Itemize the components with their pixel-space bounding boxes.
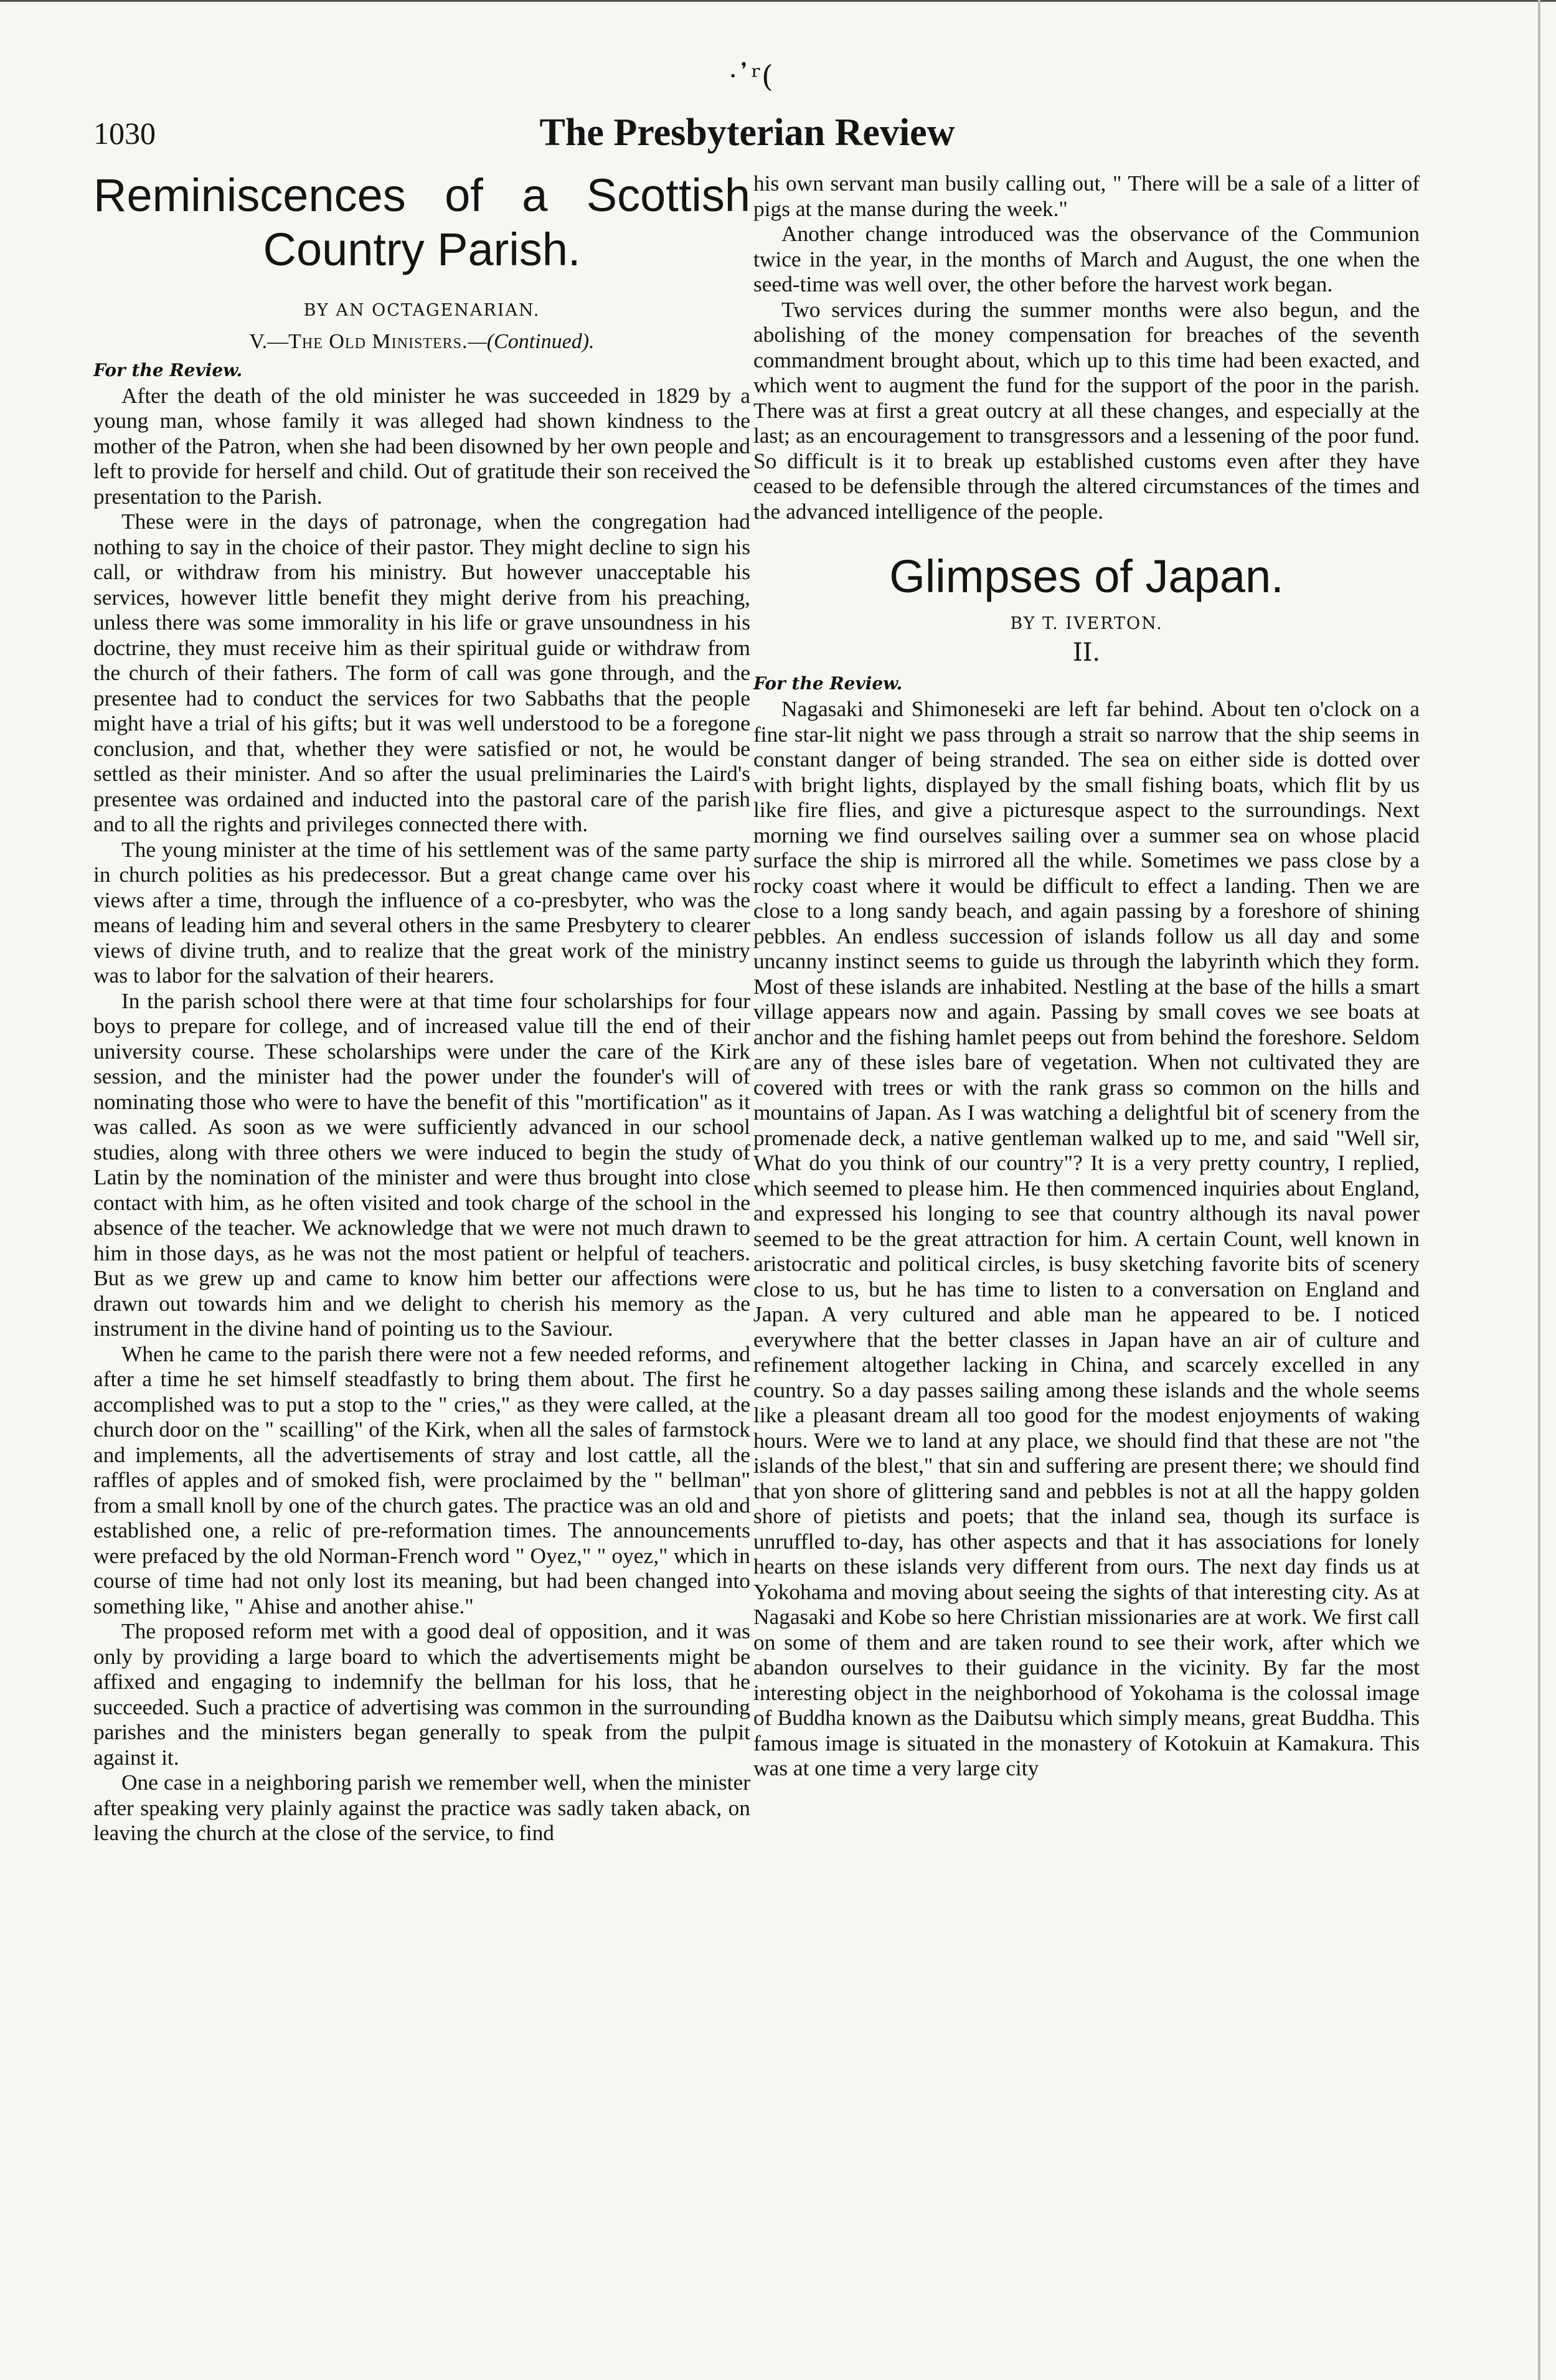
paragraph: When he came to the parish there were not a few needed reforms, and after a time he set himself steadfastly to bring them about. The first he accomplished was to put a stop to the " cries," as they were called, at the church door on the " scailling" of the Kirk, when all the sales of farmstock and implements, all the advertisements of stray and lost cattle, all the raffles of apples and of smoked fish, were proclaimed by the " bellman" from a small knoll by one of the church gates. The practice was an old and established one, a relic of pre-reformation times. The announcements were prefaced by the old Norman-French word " Oyez," " oyez," which in course of time had not only lost its meaning, but had been changed into something like, " Ahise and another ahise." — [93, 1341, 750, 1618]
japan-article-byline: BY T. IVERTON. — [1010, 614, 1163, 634]
running-head: The Presbyterian Review — [539, 111, 955, 154]
scan-right-edge — [1538, 0, 1540, 2380]
paragraph: The young minister at the time of his settlement was of the same party in church polities as his predecessor. But a great change came over his views after a time, through the influence of a co-presbyter, who was the means of leading him and several others in the same Presbytery to clearer views of divine truth, and to realize that the great work of the ministry was to labor for the salvation of their hearers. — [93, 836, 750, 988]
paragraph: his own servant man busily calling out, " There will be a sale of a litter of pigs at the manse during the week." — [753, 171, 1420, 221]
japan-article — [753, 551, 1420, 1781]
article-byline: BY AN OCTAGENARIAN. — [303, 300, 540, 320]
paragraph: Nagasaki and Shimoneseki are left far behind. About ten o'clock on a fine star-lit night we pass through a strait so narrow that the ship seems in constant danger of being stranded. The sea on either side is dotted over with bright lights, displayed by the small fishing boats, which flit by us like fire flies, and give a picturesque aspect to the surroundings. Next morning we find ourselves sailing over a summer sea on whose placid surface the ship is mirrored all the while. Sometimes we pass close by a rocky coast where it would be difficult to effect a landing. Then we are close to a long sandy beach, and again passing by a foreshore of shining pebbles. An endless succession of islands follow us all day and some uncanny instinct seems to guide us through the labyrinth which they form. Most of these islands are inhabited. Nestling at the base of the hills a smart village appears now and again. Passing by small coves we see boats at anchor and the fishing hamlet peeps out from behind the foreshore. Seldom are any of these isles bare of vegetation. When not cultivated they are covered with trees or with the rank grass so common on the hills and mountains of Japan. As I was watching a delightful bit of scenery from the promenade deck, a native gentleman walked up to me, and said "Well sir, What do you think of our country"? It is a very pretty country, I replied, which seemed to please him. He then commenced inquiries about England, and expressed his longing to see that country although its naval power seemed to be the great attraction for him. A certain Count, well known in aristocratic and political circles, is busy sketching favorite bits of scenery close to us, but he has time to listen to a conversation on England and Japan. A very cultured and able man he appeared to be. I noticed everywhere that the better classes in Japan have an air of culture and refinement altogether lacking in China, and scarcely excelled in any country. So a day passes sailing among these islands and the whole seems like a pleasant dream all too good for the modest enjoyments of waking hours. Were we to land at any place, we should find that these are not "the islands of the blest," that sin and suffering are present there; we should find that yon shore of glittering sand and pebbles is not at all the happy golden shore of pietists and poets; that the inland sea, though its surface is unruffled to-day, has other aspects and that it has associations for lonely hearts on these islands very different from ours. The next day finds us at Yokohama and moving about seeing the sights of that interesting city. As at Nagasaki and Kobe so here Christian missionaries are at work. We first call on some of them and are taken round to see their work, after which we abandon ourselves to their guidance in the vicinity. By far the most interesting object in the neighborhood of Yokohama is the colossal image of Buddha known as the Daibutsu which simply means, great Buddha. This famous image is situated in the monastery of Kotokuin at Kamakura. This was at one time a very large city — [753, 696, 1420, 1781]
japan-for-review-note: For the Review. — [753, 673, 903, 694]
article-body — [93, 383, 750, 1846]
paragraph: These were in the days of patronage, when the congregation had nothing to say in the choice of their pastor. They might decline to sign his call, or withdraw from his ministry. But however unacceptable his services, however little benefit they might derive from his preaching, unless there was some immorality in his life or grave unsoundness in his doctrine, they must receive him as their spiritual guide or withdraw from the church of their fathers. The form of call was gone through, and the presentee had to conduct the services for two Sabbaths that the people might have a trial of his gifts; but it was well understood to be a foregone conclusion, and that, whether they were satisfied or not, he would be settled as their minister. And so after the usual preliminaries the Laird's presentee was ordained and inducted into the pastoral care of the parish and to all the rights and privileges connected there with. — [93, 509, 750, 837]
article-title-line-2: Country Parish. — [263, 224, 581, 276]
for-review-note: For the Review. — [93, 359, 243, 380]
paragraph: The proposed reform met with a good deal of opposition, and it was only by providing a large board to which the advertisements might be affixed and engaging to indemnify the bellman for his loss, that he succeeded. Such a practice of advertising was common in the surrounding parishes and the ministers began generally to speak from the pulpit against it. — [93, 1618, 750, 1770]
japan-part-number: II. — [1072, 638, 1101, 668]
page-mark: ᐧ᾽ʳ( — [728, 59, 773, 94]
paragraph: One case in a neighboring parish we remember well, when the minister after speaking very plainly against the practice was sadly taken aback, on leaving the church at the close of the service, to find — [93, 1770, 750, 1846]
scan-top-edge — [0, 0, 1556, 27]
paragraph: In the parish school there were at that time four scholarships for four boys to prepare for college, and of increased value till the end of their university course. These scholarships were under the care of the Kirk session, and the minister had the power under the founder's will of nominating those who were to have the benefit of this "mortification" as it was called. As soon as we were sufficiently advanced in our school studies, along with three others we were induced to begin the study of Latin by the nomination of the minister and were thus brought into close contact with him, as he often visited and took charge of the school in the absence of the teacher. We acknowledge that we were not much drawn to him in those days, as he was not the most patient or helpful of teachers. But as we grew up and came to know him better our affections were drawn out towards him and we delight to cherish his memory as the instrument in the divine hand of pointing us to the Saviour. — [93, 988, 750, 1341]
paragraph: After the death of the old minister he was succeeded in 1829 by a young man, whose family it was alleged had shown kindness to the mother of the Patron, when she had been disowned by her own people and left to provide for herself and child. Out of gratitude their son received the presentation to the Parish. — [93, 382, 750, 509]
article-title-line-1: Reminiscences of a Scottish — [93, 169, 750, 221]
paragraph: Two services during the summer months were also begun, and the abolishing of the money compensation for breaches of the seventh commandment brought about, which up to this time had been exacted, and which went to augment the fund for the support of the poor in the parish. There was at first a great outcry at all these changes, and especially at the last; as an encouragement to transgressors and a lessening of the poor fund. So difficult is it to break up established customs even after they have ceased to be defensible through the altered circumstances of the times and the advanced intelligence of the people. — [753, 296, 1420, 524]
paragraph: Another change introduced was the observance of the Communion twice in the year, in the months of March and August, the one when the seed-time was well over, the other before the harvest work began. — [753, 221, 1420, 296]
japan-article-title: Glimpses of Japan. — [889, 550, 1284, 602]
subhead-prefix: V.— — [249, 329, 289, 353]
japan-article-body — [753, 696, 1420, 1781]
article-title — [93, 168, 750, 277]
subhead-suffix: —(Continued). — [468, 329, 595, 353]
article-body-continued — [753, 171, 1420, 524]
page-number: 1030 — [93, 116, 156, 151]
subhead-smallcaps: The Old Ministers. — [288, 329, 468, 353]
article-subhead — [93, 330, 750, 354]
left-column — [93, 168, 750, 1846]
right-column — [753, 168, 1420, 1781]
